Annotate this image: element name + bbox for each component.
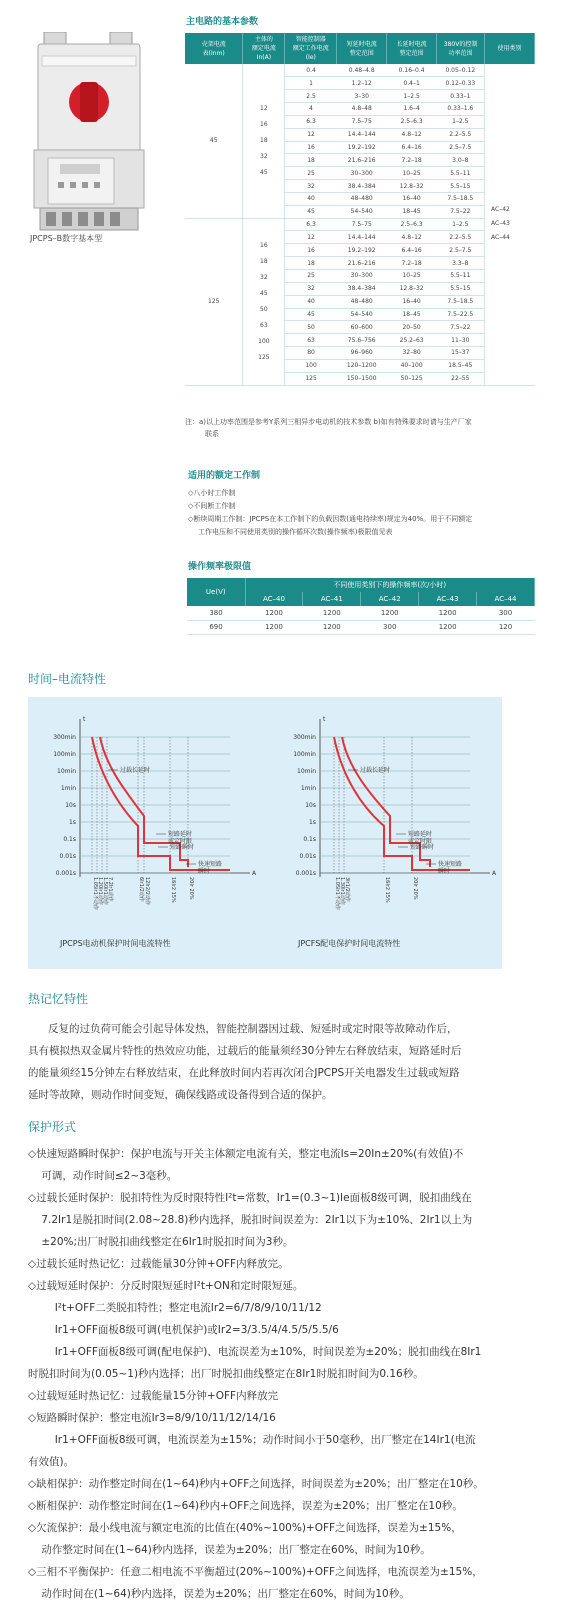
curve-label (120, 766, 150, 774)
table-cell: 50 (285, 321, 337, 334)
table-cell: 15–37 (437, 347, 485, 360)
table-cell: 300 (477, 606, 535, 620)
table-cell: 1–2.5 (437, 218, 485, 231)
y-tick-label: 1s (309, 819, 316, 826)
table-cell: 45 (285, 308, 337, 321)
para-line: 延时等故障，则动作时间变短，确保线路或设备得到合适的保护。 (28, 1089, 333, 1101)
table-cell: 1.2–12 (337, 77, 387, 90)
table-cell: 14.4–144 (337, 128, 387, 141)
tc-title: 时间–电流特性 (28, 672, 107, 686)
left-curve-caption: JPCPS电动机保护时间电流特性 (60, 939, 171, 948)
y-tick-label: 0.1s (63, 836, 76, 843)
table-cell: 7.5–22 (437, 321, 485, 334)
y-tick-label: 300min (293, 734, 316, 741)
rated-value: 45 (260, 168, 268, 176)
frame-current-cell: 125 (185, 218, 243, 385)
table-cell: 54–540 (337, 308, 387, 321)
x-tick-label: 1.05Ir1不动作 (334, 877, 340, 910)
table-cell: 6.3 (285, 115, 337, 128)
curve-label-line: 或定时限 (408, 838, 433, 845)
main-params-table (185, 33, 535, 386)
a-label: A (252, 870, 257, 877)
rated-value: 18 (260, 136, 268, 144)
table-cell: 6.3 (285, 218, 337, 231)
table-cell: 12 (285, 128, 337, 141)
rated-value: 18 (260, 257, 268, 265)
rated-value: 32 (260, 152, 268, 160)
table-cell: 100 (285, 359, 337, 372)
curve-label-line: 快速短路 (438, 861, 463, 868)
rated-value: 12 (260, 104, 268, 112)
x-tick-label: 1.20Ir1动作 (97, 877, 103, 905)
table-cell: 125 (285, 372, 337, 385)
table-cell: 1 (285, 77, 337, 90)
rated-value: 125 (258, 353, 270, 361)
rated-value: 50 (260, 305, 268, 313)
protection-line: ◇快速短路瞬时保护：保护电流与开关主体额定电流有关，整定电流Is=20In±20%(有效值)不 (28, 1148, 464, 1160)
table-cell: 1200 (419, 606, 477, 620)
para-line: 的能量须经15分钟左右释放结束，在此释放时间内若再次闭合JPCPS开关电器发生过载或短路 (28, 1067, 460, 1079)
table-cell: 16 (285, 244, 337, 257)
y-tick-label: 0.1s (303, 836, 316, 843)
table-cell: 45 (285, 205, 337, 218)
lower-trip-curve (92, 737, 230, 870)
x-tick-label: 16Ir2 15% (384, 877, 390, 903)
table-cell: 0.12–0.33 (437, 77, 485, 90)
table-cell: 16–40 (387, 192, 437, 205)
table-cell: 4.8–48 (337, 103, 387, 116)
frame-current-cell: 45 (185, 64, 243, 218)
col-header: 长延时电流 整定范围 (387, 33, 437, 64)
table-cell: 54–540 (337, 205, 387, 218)
rated-value: 16 (260, 120, 268, 128)
main-params-title: 主电路的基本参数 (186, 17, 259, 27)
x-tick-label: 16Ir2 15% (170, 877, 176, 903)
table-cell: 2.5 (285, 90, 337, 103)
table-cell: 63 (285, 334, 337, 347)
curve-label-line: 短路延时 (168, 831, 193, 838)
protection-line: ◇过载长延时保护：脱扣特性为反时限特性I²t=常数，Ir1=(0.3~1)Ie面板8级可调，脱扣曲线在 (28, 1192, 472, 1204)
table-cell: 2.2–5.5 (437, 128, 485, 141)
curve-label (410, 843, 434, 851)
y-tick-label: 0.01s (59, 853, 76, 860)
product-image (30, 32, 148, 232)
note-line: 注：a)以上功率范围是参考Y系列三相异步电动机的技术参数 b)如有特殊要求时请与生产厂家 (185, 418, 472, 426)
col-header: AC–43 (419, 592, 477, 606)
table-cell: 0.48–4.8 (337, 64, 387, 77)
curve-label-line: 或定时限 (168, 838, 193, 845)
table-cell: 14.4–144 (337, 231, 387, 244)
table-cell: 7.5–22 (437, 205, 485, 218)
table-cell: 2.2–5.5 (437, 231, 485, 244)
protection-list (28, 1143, 554, 1605)
table-cell: 3–30 (337, 90, 387, 103)
table-cell: 4.8–12 (387, 128, 437, 141)
table-cell: 80 (285, 347, 337, 360)
curve-label (170, 843, 194, 851)
table-cell: 32 (285, 282, 337, 295)
table-cell: 16–40 (387, 295, 437, 308)
rated-value: 16 (260, 241, 268, 249)
protection-line: 动作整定时间在(1~64)秒内选择，误差为±20%；出厂整定在60%，时间为10秒。 (28, 1544, 431, 1556)
table-cell: 2.5–7.5 (437, 141, 485, 154)
x-tick-label: 1.50Ir1动作 (102, 877, 108, 905)
table-cell: 300 (361, 620, 419, 634)
lower-trip-curve (334, 737, 470, 870)
table-cell: 1200 (245, 606, 303, 620)
table-cell: 5.5–15 (437, 180, 485, 193)
product-caption: JPCPS–B数字基本型 (30, 234, 103, 243)
table-cell: 21.6–216 (337, 154, 387, 167)
col-header: Ue(V) (187, 578, 245, 606)
table-cell: 7.2–18 (387, 257, 437, 270)
table-cell: 5.5–11 (437, 167, 485, 180)
list-item: 工作电压和不同使用类别的操作循环次数(操作频率)极限值见表 (198, 528, 393, 536)
table-cell: 40 (285, 295, 337, 308)
col-header: AC–42 (361, 592, 419, 606)
para-line: 反复的过负荷可能会引起导体发热，智能控制器因过载、短延时或定时限等故障动作后， (28, 1023, 458, 1035)
y-tick-label: 100min (53, 751, 76, 758)
protection-line: ◇三相不平衡保护：任意二相电流不平衡超过(20%~100%)+OFF之间选择，电流误差为±15%， (28, 1566, 483, 1578)
table-cell: 6.4–16 (387, 141, 437, 154)
col-header: AC–40 (245, 592, 303, 606)
freq-title: 操作频率极限值 (188, 562, 252, 572)
col-header: 380V的控制 功率范围 (437, 33, 485, 64)
col-header: 壳架电流 表(Inm) (185, 33, 243, 64)
table-cell: 12 (285, 231, 337, 244)
table-cell: 19.2–192 (337, 141, 387, 154)
thermal-title: 热记忆特性 (28, 992, 89, 1006)
table-cell: 0.4–1 (387, 77, 437, 90)
protection-line: 7.2Ir1是脱扣时间(2.08~28.8)秒内选择，脱扣时间误差为：2Ir1以下为±10%、2Ir1以上为 (28, 1214, 473, 1226)
y-tick-label: 10min (297, 768, 316, 775)
table-header-row (185, 33, 535, 64)
protection-line: Ir1+OFF面板8级可调(配电保护)、电流误差为±10%，时间误差为±20%；脱扣曲线在8Ir1 (28, 1346, 482, 1358)
table-cell: 1200 (303, 606, 361, 620)
table-cell: 1–2.5 (437, 115, 485, 128)
table-cell: 2.5–7.5 (437, 244, 485, 257)
curve-label-line: 短路延时 (408, 831, 433, 838)
table-cell: 25.2–63 (387, 334, 437, 347)
table-cell: 96–960 (337, 347, 387, 360)
table-cell: 2.5–6.3 (387, 115, 437, 128)
curve-label-line: 短路瞬时 (410, 844, 435, 851)
protection-line: I²t+OFF二类脱扣特性；整定电流Ir2=6/7/8/9/10/11/12 (28, 1302, 322, 1314)
a-label: A (492, 870, 497, 877)
table-cell: 16 (285, 141, 337, 154)
y-tick-label: 1s (69, 819, 76, 826)
y-tick-label: 10min (57, 768, 76, 775)
table-cell: 3.0–8 (437, 154, 485, 167)
curve-label-line: 过载长延时 (120, 767, 151, 774)
rated-current-cell (243, 64, 285, 218)
protection-line: ±20%;出厂时脱扣曲线整定在6Ir1时脱扣时间为3秒。 (28, 1236, 294, 1248)
table-cell: 18 (285, 154, 337, 167)
col-header: 智能控制器 额定工作电流 (Ie) (285, 33, 337, 64)
protection-line: ◇欠流保护：最小线电流与额定电流的比值在(40%~100%)+OFF之间选择，误差为±15%， (28, 1522, 462, 1534)
table-cell: 0.16–0.4 (387, 64, 437, 77)
table-cell: 38.4–384 (337, 180, 387, 193)
table-cell: 25 (285, 167, 337, 180)
table-cell: 1–2.5 (387, 90, 437, 103)
col-header: 主体的 额定电流 In(A) (243, 33, 285, 64)
col-header: 使用类别 (485, 33, 535, 64)
table-cell: 5.5–11 (437, 270, 485, 283)
curve-label (360, 766, 390, 774)
table-row (187, 620, 535, 634)
table-cell: 7.5–18.5 (437, 295, 485, 308)
note-line: 联系 (205, 430, 219, 438)
x-tick-label: 3Ir1/2动作 (344, 877, 350, 902)
list-item: ◇八小时工作制 (188, 489, 236, 497)
thermal-paragraph (28, 1018, 548, 1106)
protection-line: 有效值)。 (28, 1456, 75, 1468)
table-cell: 75.6–756 (337, 334, 387, 347)
curve-label (408, 830, 432, 845)
t-label: t (83, 716, 86, 723)
curve-label-line: 瞬时 (438, 868, 451, 875)
table-cell: 7.5–75 (337, 115, 387, 128)
table-cell: 20–50 (387, 321, 437, 334)
table-cell: 22–55 (437, 372, 485, 385)
table-cell: 5.5–15 (437, 282, 485, 295)
list-item: ◇断续周期工作制：JPCPS在本工作制下的负载因数(通电持续率)规定为40%。用于不同额定 (188, 515, 473, 523)
table-cell: 690 (187, 620, 245, 634)
table-cell: 2.5–6.3 (387, 218, 437, 231)
usage-category: AC–44 (491, 234, 510, 242)
protection-title: 保护形式 (28, 1120, 77, 1134)
usage-category-cell (485, 64, 535, 385)
table-cell: 380 (187, 606, 245, 620)
col-header: AC–44 (477, 592, 535, 606)
x-tick-label: 20Ir 20% (412, 877, 418, 900)
x-tick-label: 7.2Ir1动作 (107, 877, 113, 902)
rated-value: 63 (260, 321, 268, 329)
para-line: 具有模拟热双金属片特性的热效应功能，过载后的能量须经30分钟左右释放结束，短路延时后 (28, 1045, 462, 1057)
table-row (185, 218, 535, 231)
duty-list (188, 487, 538, 539)
x-tick-label: 1.30Ir1动作 (339, 877, 345, 905)
table-cell: 11–30 (437, 334, 485, 347)
x-tick-label: 12Ir2/2动作 (144, 877, 150, 905)
curve-label-line: 短路瞬时 (170, 844, 195, 851)
table-cell: 30–300 (337, 270, 387, 283)
protection-line: 可调，动作时间≤2~3毫秒。 (28, 1170, 178, 1182)
table-cell: 18–45 (387, 308, 437, 321)
y-tick-label: 1min (60, 785, 76, 792)
table-cell: 19.2–192 (337, 244, 387, 257)
protection-line: ◇过载短延时保护：分反时限短延时I²t+ON和定时限短延。 (28, 1280, 304, 1292)
table-cell: 7.5–75 (337, 218, 387, 231)
curve-label-line: 过载长延时 (360, 767, 391, 774)
table-cell: 1200 (245, 620, 303, 634)
table-cell: 1200 (361, 606, 419, 620)
table-cell: 12.8–32 (387, 282, 437, 295)
protection-line: ◇短路瞬时保护：整定电流Ir3=8/9/10/11/12/14/16 (28, 1412, 276, 1424)
table-cell: 0.33–1.6 (437, 103, 485, 116)
table-cell: 30–300 (337, 167, 387, 180)
table-cell: 48–480 (337, 295, 387, 308)
table-cell: 18.5–45 (437, 359, 485, 372)
table-cell: 7.2–18 (387, 154, 437, 167)
y-tick-label: 0.001s (55, 870, 76, 877)
curve-label-line: 快速短路 (198, 861, 223, 868)
table-cell: 3.3–8 (437, 257, 485, 270)
protection-line: ◇缺相保护：动作整定时间在(1~64)秒内+OFF之间选择，时间误差为±20%；出厂整定在10秒。 (28, 1478, 484, 1490)
x-tick-label: 1.05Ir1不动作 (92, 877, 98, 910)
y-tick-label: 10s (305, 802, 316, 809)
table-cell: 38.4–384 (337, 282, 387, 295)
protection-line: 动作时间在(1~64)秒内选择，误差为±20%；出厂整定在60%，时间为10秒。 (28, 1588, 410, 1600)
table-cell: 120–1200 (337, 359, 387, 372)
table-cell: 0.33–1 (437, 90, 485, 103)
x-tick-label: 6Ir1/2动作 (138, 877, 144, 902)
table-cell: 32 (285, 180, 337, 193)
protection-line: 时脱扣时间为(0.05~1)秒内选择；出厂时脱扣曲线整定在8Ir1时脱扣时间为0.16秒。 (28, 1368, 424, 1380)
tc-chart-panel (28, 697, 502, 969)
y-tick-label: 300min (53, 734, 76, 741)
rated-current-cell (243, 218, 285, 385)
table-cell: 18 (285, 257, 337, 270)
list-item: ◇不间断工作制 (188, 502, 236, 510)
table-cell: 21.6–216 (337, 257, 387, 270)
t-label: t (323, 716, 326, 723)
table-cell: 4 (285, 103, 337, 116)
col-header: AC–41 (303, 592, 361, 606)
freq-table (187, 578, 535, 635)
table-cell: 0.05–0.12 (437, 64, 485, 77)
table-cell: 10–25 (387, 167, 437, 180)
usage-category: AC–43 (491, 220, 510, 228)
col-header: 不同使用类别下的操作频率(次/小时) (245, 578, 535, 592)
right-curve-caption: JPCFS配电保护时间电流特性 (298, 939, 401, 948)
table-row (185, 64, 535, 77)
table-cell: 120 (477, 620, 535, 634)
rated-value: 100 (258, 337, 270, 345)
usage-category: AC–42 (491, 206, 510, 214)
y-tick-label: 10s (65, 802, 76, 809)
y-tick-label: 1min (300, 785, 316, 792)
table-cell: 6.4–16 (387, 244, 437, 257)
protection-line: ◇过载短延时热记忆：过载能量15分钟+OFF内释放完 (28, 1390, 279, 1402)
tc-curves (28, 697, 502, 969)
table-cell: 4.8–12 (387, 231, 437, 244)
table-cell: 40 (285, 192, 337, 205)
table-cell: 1200 (419, 620, 477, 634)
table-cell: 50–125 (387, 372, 437, 385)
protection-line: Ir1+OFF面板8级可调(电机保护)或Ir2=3/3.5/4/4.5/5/5.5/6 (28, 1324, 339, 1336)
rated-value: 45 (260, 289, 268, 297)
curve-label-line: 瞬时 (198, 868, 211, 875)
y-tick-label: 100min (293, 751, 316, 758)
table-note (185, 416, 535, 440)
table-row (187, 606, 535, 620)
x-tick-label: 20Ir 20% (188, 877, 194, 900)
table-cell: 1200 (303, 620, 361, 634)
table-cell: 12.8–32 (387, 180, 437, 193)
protection-line: ◇过载长延时热记忆：过载能量30分钟+OFF内释放完。 (28, 1258, 289, 1270)
protection-line: Ir1+OFF面板8级可调，电流误差为±15%；动作时间小于50毫秒，出厂整定在14Ir1(电流 (28, 1434, 476, 1446)
duty-title: 适用的额定工作制 (188, 471, 261, 481)
table-cell: 60–600 (337, 321, 387, 334)
y-tick-label: 0.001s (295, 870, 316, 877)
rated-value: 32 (260, 273, 268, 281)
table-cell: 150–1500 (337, 372, 387, 385)
col-header: 短延时电流 整定范围 (337, 33, 387, 64)
table-cell: 0.4 (285, 64, 337, 77)
table-cell: 40–100 (387, 359, 437, 372)
table-cell: 10–25 (387, 270, 437, 283)
protection-line: ◇断相保护：动作整定时间在(1~64)秒内+OFF之间选择，误差为±20%；出厂整定在10秒。 (28, 1500, 463, 1512)
table-cell: 18–45 (387, 205, 437, 218)
table-cell: 7.5–18.5 (437, 192, 485, 205)
table-cell: 7.5–22.5 (437, 308, 485, 321)
table-cell: 25 (285, 270, 337, 283)
y-tick-label: 0.01s (299, 853, 316, 860)
curve-label (168, 830, 192, 845)
table-cell: 32–80 (387, 347, 437, 360)
table-cell: 1.6–4 (387, 103, 437, 116)
table-cell: 48–480 (337, 192, 387, 205)
